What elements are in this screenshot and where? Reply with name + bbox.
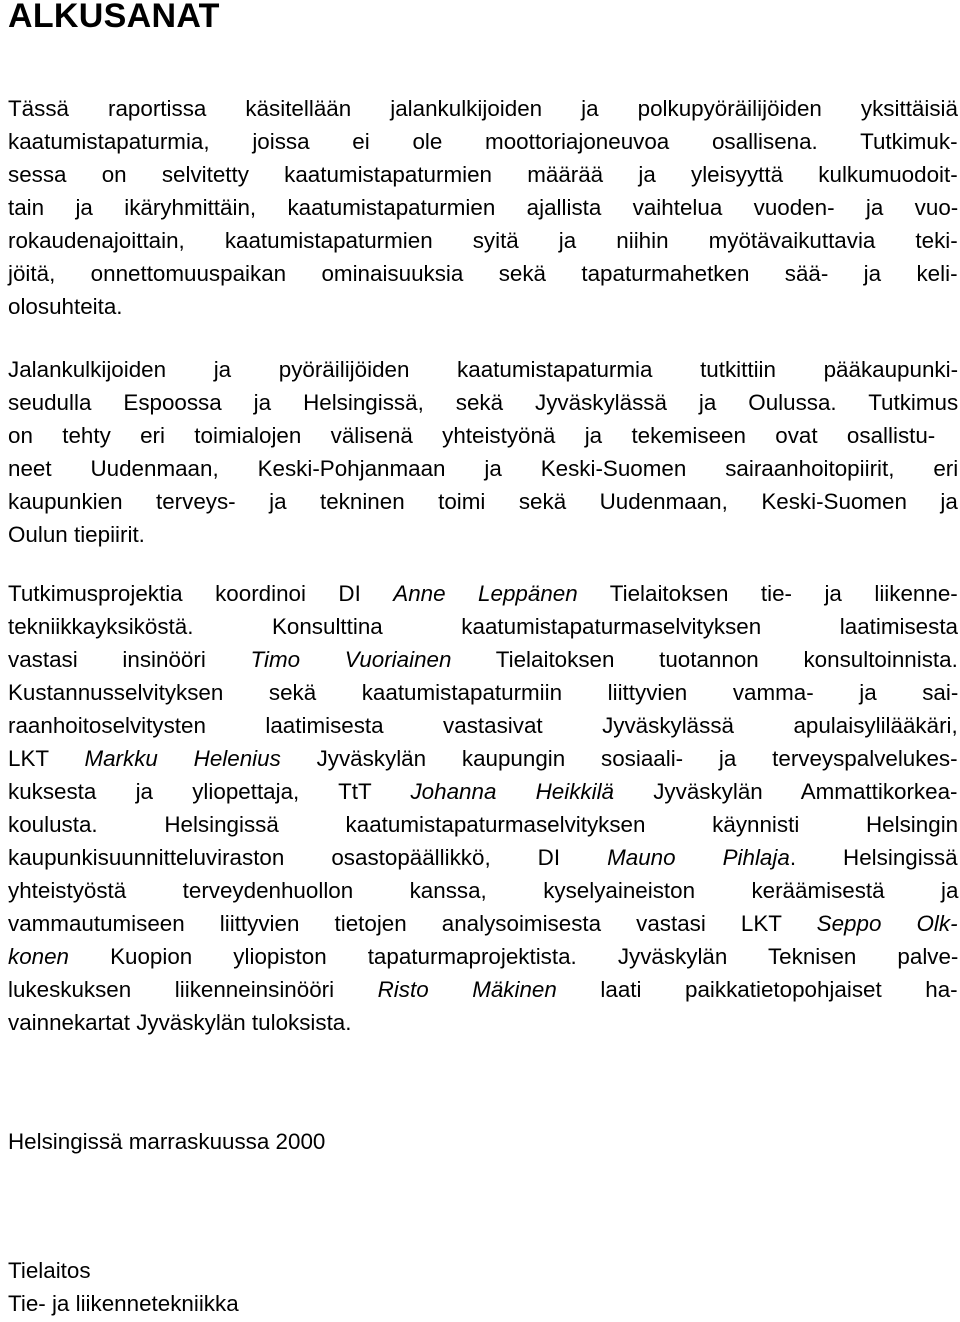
text-line: raanhoitoselvitysten laatimisesta vastasivat Jyväskylässä apulaisylilääkäri, xyxy=(8,713,958,738)
text-line: koulusta. Helsingissä kaatumistapaturmaselvityksen käynnisti Helsingin xyxy=(8,812,959,837)
text-line xyxy=(8,643,958,676)
text-line: Jalankulkijoiden ja pyöräilijöiden kaatumistapaturmia tutkittiin pääkaupunki- xyxy=(8,357,959,382)
text-line xyxy=(8,940,958,973)
text-segment: Kuopion yliopiston tapaturmaprojektista. Jyväskylän Teknisen palve- xyxy=(69,944,959,969)
person-name: Johanna Heikkilä xyxy=(410,779,615,804)
text-line: vainnekartat Jyväskylän tuloksista. xyxy=(8,1010,352,1035)
text-line xyxy=(8,577,958,610)
text-segment: Tutkimusprojektia koordinoi DI xyxy=(8,581,394,606)
text-segment: lukeskuksen liikenneinsinööri xyxy=(8,977,378,1002)
text-line: Kustannusselvityksen sekä kaatumistapaturmiin liittyvien vamma- ja sai- xyxy=(8,680,959,705)
person-name: Timo Vuoriainen xyxy=(250,647,452,672)
person-name: Anne Leppänen xyxy=(393,581,578,606)
place-and-date: Helsingissä marraskuussa 2000 xyxy=(8,1129,326,1154)
text-segment: LKT xyxy=(8,746,85,771)
text-line xyxy=(8,973,958,1006)
text-segment: vammautumiseen liittyvien tietojen analysoimisesta vastasi LKT xyxy=(8,911,817,936)
text-segment: . Helsingissä xyxy=(789,845,958,870)
text-line: Tässä raportissa käsitellään jalankulkijoiden ja polkupyöräilijöiden yksittäisiä xyxy=(8,96,958,121)
organization-name: Tielaitos xyxy=(8,1258,91,1283)
text-segment: laati paikkatietopohjaiset ha- xyxy=(556,977,958,1002)
text-line: kaupunkien terveys- ja tekninen toimi sekä Uudenmaan, Keski-Suomen ja xyxy=(8,489,958,514)
text-line xyxy=(8,841,958,874)
text-line xyxy=(8,775,958,808)
person-name: Risto Mäkinen xyxy=(377,977,557,1002)
paragraph-study-areas xyxy=(8,353,958,551)
text-line: olosuhteita. xyxy=(8,294,123,319)
text-segment: kaupunkisuunnitteluviraston osastopäällikkö, DI xyxy=(8,845,608,870)
organization-unit: Tie- ja liikennetekniikka xyxy=(8,1291,239,1316)
text-line: seudulla Espoossa ja Helsingissä, sekä Jyväskylässä ja Oulussa. Tutkimus xyxy=(8,390,959,415)
paragraph-contributors xyxy=(8,577,958,1039)
text-line: sessa on selvitetty kaatumistapaturmien määrää ja yleisyyttä kulkumuodoit- xyxy=(8,162,958,187)
text-line: Oulun tiepiirit. xyxy=(8,522,145,547)
person-name: Markku Helenius xyxy=(84,746,281,771)
text-segment: vastasi insinööri xyxy=(8,647,251,672)
text-segment: kuksesta ja yliopettaja, TtT xyxy=(8,779,411,804)
text-line: tain ja ikäryhmittäin, kaatumistapaturmien ajallista vaihtelua vuoden- ja vuo- xyxy=(8,195,959,220)
text-segment: Jyväskylän kaupungin sosiaali- ja terveyspalvelukes- xyxy=(280,746,958,771)
text-segment: Tielaitoksen tie- ja liikenne- xyxy=(577,581,958,606)
text-line: jöitä, onnettomuuspaikan ominaisuuksia sekä tapaturmahetken sää- ja keli- xyxy=(8,261,958,286)
text-line: tekniikkayksiköstä. Konsulttina kaatumistapaturmaselvityksen laatimisesta xyxy=(8,614,958,639)
text-segment: Tielaitoksen tuotannon konsultoinnista. xyxy=(451,647,958,672)
page-title: ALKUSANAT xyxy=(8,0,220,35)
text-line: rokaudenajoittain, kaatumistapaturmien syitä ja niihin myötävaikuttavia teki- xyxy=(8,228,958,253)
text-line xyxy=(8,907,958,940)
text-line: kaatumistapaturmia, joissa ei ole moottoriajoneuvoa osallisena. Tutkimuk- xyxy=(8,129,958,154)
person-name: Seppo Olk- xyxy=(816,911,958,936)
text-line: yhteistyöstä terveydenhuollon kanssa, kyselyaineiston keräämisestä ja xyxy=(8,878,959,903)
paragraph-intro xyxy=(8,92,958,323)
text-line: on tehty eri toimialojen välisenä yhteistyönä ja tekemiseen ovat osallistu- xyxy=(8,423,936,448)
text-line xyxy=(8,742,958,775)
person-name: Mauno Pihlaja xyxy=(607,845,790,870)
text-line: neet Uudenmaan, Keski-Pohjanmaan ja Keski-Suomen sairaanhoitopiirit, eri xyxy=(8,456,959,481)
text-segment: Jyväskylän Ammattikorkea- xyxy=(614,779,958,804)
person-name: konen xyxy=(8,944,70,969)
